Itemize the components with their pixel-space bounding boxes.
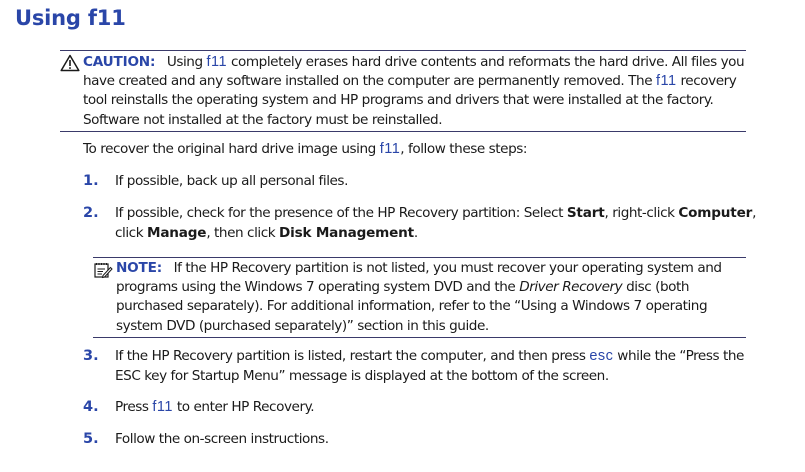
step-text: If possible, back up all personal files. bbox=[115, 173, 348, 189]
note-label: NOTE: bbox=[116, 260, 162, 276]
step-text: Follow the on-screen instructions. bbox=[115, 431, 329, 447]
f11-key: f11 bbox=[206, 54, 228, 70]
f11-key: f11 bbox=[379, 141, 401, 157]
step-item bbox=[83, 172, 763, 192]
ui-term-start: Start bbox=[566, 205, 605, 221]
section-title: Using f11 bbox=[15, 6, 126, 30]
step-number: 2. bbox=[83, 205, 99, 221]
ui-term-disk-management: Disk Management bbox=[279, 224, 414, 241]
ui-term-computer: Computer bbox=[678, 205, 753, 221]
note-text: NOTE: If the HP Recovery partition is not listed, you must recover your operating system and programs using the Windows 7 operating system DVD and the Driver Recovery disc (both purchased separately). For additional information, refer to the “Using a Windows 7 operating system DVD (purchased separately)” section in this guide. bbox=[116, 260, 722, 334]
step-number: 1. bbox=[83, 173, 99, 189]
step-item bbox=[83, 430, 763, 450]
note-callout bbox=[93, 257, 746, 338]
caution-label: CAUTION: bbox=[83, 54, 156, 70]
step-text: If possible, check for the presence of the HP Recovery partition: Select Start, right-click Computer, click Manage, then click Disk Management. bbox=[115, 205, 756, 241]
step-number: 4. bbox=[83, 399, 99, 415]
caution-callout bbox=[60, 50, 746, 132]
caution-text: CAUTION: Using f11 completely erases hard drive contents and reformats the hard drive. All files you have created and any software installed on the computer are permanently removed. The f11 recovery tool reinstalls the operating system and HP programs and drivers that were installed at the factory. Software not installed at the factory must be reinstalled. bbox=[83, 54, 745, 128]
note-pad-icon bbox=[93, 261, 113, 283]
step-item bbox=[83, 398, 763, 418]
warning-triangle-icon bbox=[60, 54, 80, 76]
intro-paragraph: To recover the original hard drive image using f11, follow these steps: bbox=[83, 141, 528, 157]
f11-key: f11 bbox=[152, 399, 173, 415]
step-text: If the HP Recovery partition is listed, restart the computer, and then press esc while the “Press the ESC key for Startup Menu” message is displayed at the bottom of the screen. bbox=[115, 348, 744, 384]
step-number: 5. bbox=[83, 431, 99, 447]
step-text: Press f11 to enter HP Recovery. bbox=[115, 399, 315, 415]
f11-key: f11 bbox=[655, 73, 677, 90]
step-number: 3. bbox=[83, 348, 99, 364]
step-item bbox=[83, 204, 763, 243]
step-item bbox=[83, 347, 763, 386]
esc-key: esc bbox=[589, 348, 614, 364]
ui-term-manage: Manage bbox=[147, 224, 207, 241]
